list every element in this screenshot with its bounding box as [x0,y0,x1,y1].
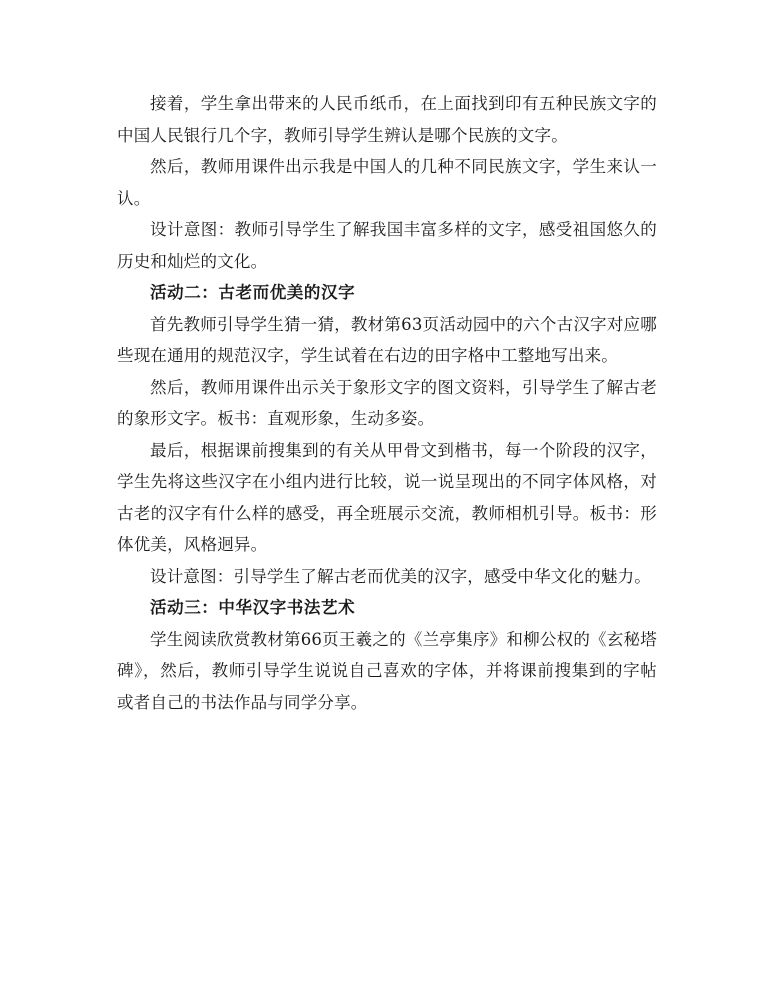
paragraph-calligraphy-appreciation: 学生阅读欣赏教材第66页王羲之的《兰亭集序》和柳公权的《玄秘塔碑》，然后，教师引导学生说说自己喜欢的字体，并将课前搜集到的字帖或者自己的书法作品与同学分享。 [117,629,657,712]
document-body [117,88,657,718]
paragraph-design-intent-1: 设计意图：教师引导学生了解我国丰富多样的文字，感受祖国悠久的历史和灿烂的文化。 [117,220,657,271]
paragraph-pictographs: 然后，教师用课件出示关于象形文字的图文资料，引导学生了解古老的象形文字。板书：直观形象，生动多姿。 [117,377,657,428]
paragraph-guess-ancient-chars: 首先教师引导学生猜一猜，教材第63页活动园中的六个古汉字对应哪些现在通用的规范汉字，学生试着在右边的田字格中工整地写出来。 [117,314,657,365]
paragraph-courseware-scripts: 然后，教师用课件出示我是中国人的几种不同民族文字，学生来认一认。 [117,157,657,208]
heading-activity-three: 活动三：中华汉字书法艺术 [150,598,356,617]
paragraph-design-intent-2: 设计意图：引导学生了解古老而优美的汉字，感受中华文化的魅力。 [150,566,651,586]
heading-activity-two: 活动二：古老而优美的汉字 [150,283,356,302]
paragraph-rmb-ethnic-scripts: 接着，学生拿出带来的人民币纸币，在上面找到印有五种民族文字的中国人民银行几个字，教师引导学生辨认是哪个民族的文字。 [117,94,657,145]
paragraph-script-evolution: 最后，根据课前搜集到的有关从甲骨文到楷书，每一个阶段的汉字，学生先将这些汉字在小组内进行比较，说一说呈现出的不同字体风格，对古老的汉字有什么样的感受，再全班展示交流，教师相机引导。板书：形体优美，风格迥异。 [117,440,657,554]
